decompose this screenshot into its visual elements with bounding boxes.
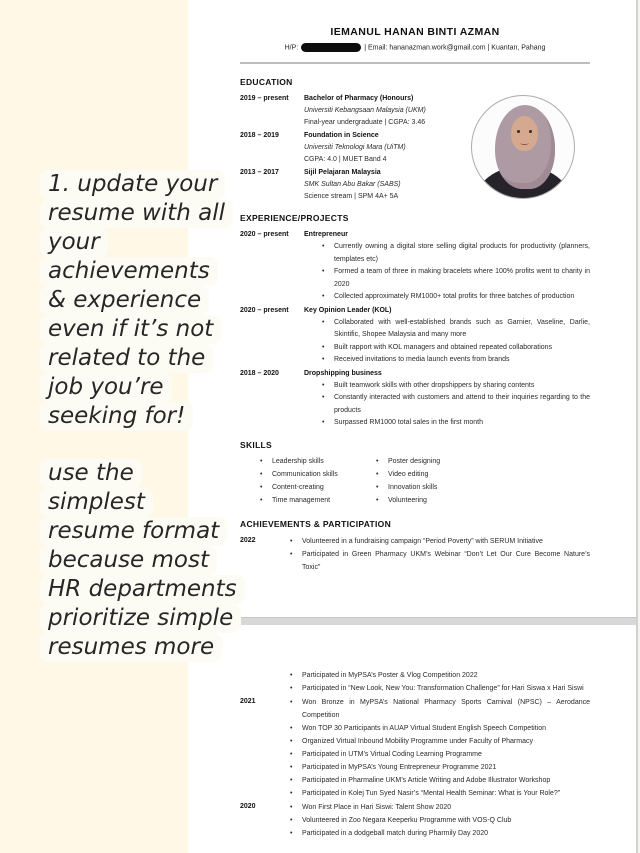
education-extra: Final-year undergraduate | CGPA: 3.46	[304, 119, 426, 127]
experience-role: Dropshipping business	[304, 369, 382, 377]
achievement-bullets	[290, 535, 590, 574]
profile-photo	[471, 95, 575, 199]
bullet-item: • Participated in a dodgeball match during Pharmily Day 2020	[290, 827, 590, 840]
achievement-year: 2021	[240, 698, 256, 705]
photo-eye-right	[529, 130, 532, 133]
tip2-line: because most	[40, 546, 217, 575]
bullet-item: • Collected approximately RM1000+ total profits for three batches of production	[322, 291, 590, 304]
tip2-line: resume format	[40, 517, 227, 546]
achievement-group	[240, 801, 590, 840]
experience-detail	[304, 229, 590, 304]
bullet-item: • Participated in Pharmaline UKM’s Article Writing and Adobe Illustrator Workshop	[290, 774, 590, 787]
tip2-line: prioritize simple	[40, 604, 241, 633]
bullet-item: • Currently owning a digital store selling digital products for productivity (planners, templates etc)	[322, 241, 590, 266]
tip2-line: HR departments	[40, 575, 245, 604]
achievement-year: 2020	[240, 803, 256, 810]
achievement-group	[240, 535, 590, 574]
bullet-item: • Participated in UTM’s Virtual Coding Learning Programme	[290, 748, 590, 761]
tip2-line: resumes more	[40, 633, 222, 662]
experience-heading: EXPERIENCE/PROJECTS	[240, 213, 349, 224]
experience-row	[240, 368, 590, 430]
bullet-item: • Surpassed RM1000 total sales in the first month	[322, 417, 590, 430]
skill-item: • Video editing	[376, 468, 440, 481]
education-institution: SMK Sultan Abu Bakar (SABS)	[304, 181, 401, 189]
bullet-item: • Built teamwork skills with other dropshippers by sharing contents	[322, 380, 590, 393]
skill-item: • Time management	[260, 494, 376, 507]
tip1-line: job you’re	[40, 373, 172, 402]
photo-smile	[520, 141, 529, 145]
tip-text-overlay	[48, 170, 245, 662]
education-period: 2019 – present	[240, 95, 289, 103]
education-title: Sijil Pelajaran Malaysia	[304, 169, 381, 177]
page-separator	[188, 617, 640, 625]
education-period: 2013 – 2017	[240, 169, 279, 177]
achievement-bullets	[290, 669, 590, 695]
resume-name: IEMANUL HANAN BINTI AZMAN	[330, 26, 500, 38]
bullet-item: • Volunteered in a fundraising campaign “Period Poverty” with SERUM Initiative	[290, 535, 590, 548]
skill-item: • Innovation skills	[376, 481, 440, 494]
tip1-line: related to the	[40, 344, 213, 373]
bullet-item: • Volunteered in Zoo Negara Keeperku Programme with VOS-Q Club	[290, 814, 590, 827]
bullet-item: • Received invitations to media launch events from brands	[322, 354, 590, 367]
education-heading: EDUCATION	[240, 77, 293, 88]
tip1-line: seeking for!	[40, 402, 193, 431]
experience-bullets	[322, 241, 590, 304]
bullet-item: • Built rapport with KOL managers and obtained repeated collaborations	[322, 342, 590, 355]
experience-detail	[304, 305, 590, 367]
skills-heading: SKILLS	[240, 439, 273, 450]
experience-period: 2018 – 2020	[240, 369, 279, 377]
experience-row	[240, 229, 590, 304]
education-extra: Science stream | SPM 4A+ 5A	[304, 193, 399, 201]
skill-item: • Content-creating	[260, 481, 376, 494]
contact-line	[240, 43, 590, 53]
bullet-item: • Won First Place in Hari Siswi: Talent Show 2020	[290, 801, 590, 814]
skills-column-2	[376, 455, 440, 507]
achievements-rows-p2	[240, 669, 590, 840]
bullet-item: • Formed a team of three in making bracelets where 100% profits went to charity in 2020	[322, 266, 590, 291]
tip1-line: even if it’s not	[40, 315, 221, 344]
experience-role: Entrepreneur	[304, 231, 348, 239]
bullet-item: • Won Bronze in MyPSA’s National Pharmacy Sports Carnival (NPSC) – Aerodance Competition	[290, 696, 590, 722]
achievement-bullets	[290, 696, 590, 800]
education-title: Bachelor of Pharmacy (Honours)	[304, 95, 414, 103]
bullet-item: • Won TOP 30 Participants in AUAP Virtual Student English Speech Competition	[290, 722, 590, 735]
experience-period: 2020 – present	[240, 231, 289, 239]
achievement-year: 2022	[240, 536, 256, 544]
tip1-line: 1. update your	[40, 170, 225, 199]
tip1-line: & experience	[40, 286, 209, 315]
education-institution: Universiti Teknologi Mara (UiTM)	[304, 144, 406, 152]
education-period: 2018 – 2019	[240, 132, 279, 140]
skill-item: • Communication skills	[260, 468, 376, 481]
tip1-line: achievements	[40, 257, 218, 286]
skill-item: • Leadership skills	[260, 455, 376, 468]
photo-eye-left	[517, 130, 520, 133]
bullet-item: • Collaborated with well-established brands such as Garnier, Vaseline, Darlie, Skintific, Shopee Malaysia and many more	[322, 317, 590, 342]
phone-redaction-bar	[301, 43, 361, 52]
education-title: Foundation in Science	[304, 132, 379, 140]
achievement-bullets	[290, 801, 590, 840]
tip1-line: your	[40, 228, 108, 257]
bullet-item: • Participated in Kolej Tun Syed Nasir’s “Mental Health Seminar: What is Your Role?”	[290, 787, 590, 800]
resume-page-2	[188, 625, 636, 853]
tip-gap	[48, 431, 245, 459]
experience-bullets	[322, 380, 590, 430]
education-institution: Universiti Kebangsaan Malaysia (UKM)	[304, 107, 426, 115]
skills-columns	[240, 455, 590, 507]
achievement-year	[240, 669, 290, 695]
experience-rows	[240, 229, 590, 430]
bullet-item: • Participated in MyPSA’s Young Entrepreneur Programme 2021	[290, 761, 590, 774]
bullet-item: • Participated in Green Pharmacy UKM’s Webinar “Don’t Let Our Cure Become Nature’s Toxic”	[290, 548, 590, 574]
skill-item: • Volunteering	[376, 494, 440, 507]
photo-face	[511, 116, 538, 151]
header-divider	[240, 62, 590, 64]
experience-bullets	[322, 317, 590, 367]
achievement-group	[240, 669, 590, 695]
experience-detail	[304, 368, 590, 430]
tip1-line: resume with all	[40, 199, 233, 228]
resume-page-1	[188, 0, 636, 617]
tip2-line: simplest	[40, 488, 153, 517]
achievements-rows-p1	[240, 535, 590, 574]
contact-rest: | Email: hananazman.work@gmail.com | Kuantan, Pahang	[364, 44, 546, 52]
experience-role: Key Opinion Leader (KOL)	[304, 306, 392, 314]
bullet-item: • Organized Virtual Inbound Mobility Programme under Faculty of Pharmacy	[290, 735, 590, 748]
achievement-group	[240, 696, 590, 800]
achievements-heading: ACHIEVEMENTS & PARTICIPATION	[240, 518, 392, 529]
phone-label: H/P:	[284, 44, 299, 52]
bullet-item: • Constantly interacted with customers and attend to their inquiries regarding to the products	[322, 392, 590, 417]
experience-period: 2020 – present	[240, 306, 289, 314]
bullet-item: • Participated in “New Look, New You: Transformation Challenge” for Hari Siswa x Hari Siswi	[290, 682, 590, 695]
skill-item: • Poster designing	[376, 455, 440, 468]
experience-row	[240, 305, 590, 367]
education-extra: CGPA: 4.0 | MUET Band 4	[304, 156, 387, 164]
tip2-line: use the	[40, 459, 142, 488]
skills-column-1	[260, 455, 376, 507]
bullet-item: • Participated in MyPSA’s Poster & Vlog Competition 2022	[290, 669, 590, 682]
